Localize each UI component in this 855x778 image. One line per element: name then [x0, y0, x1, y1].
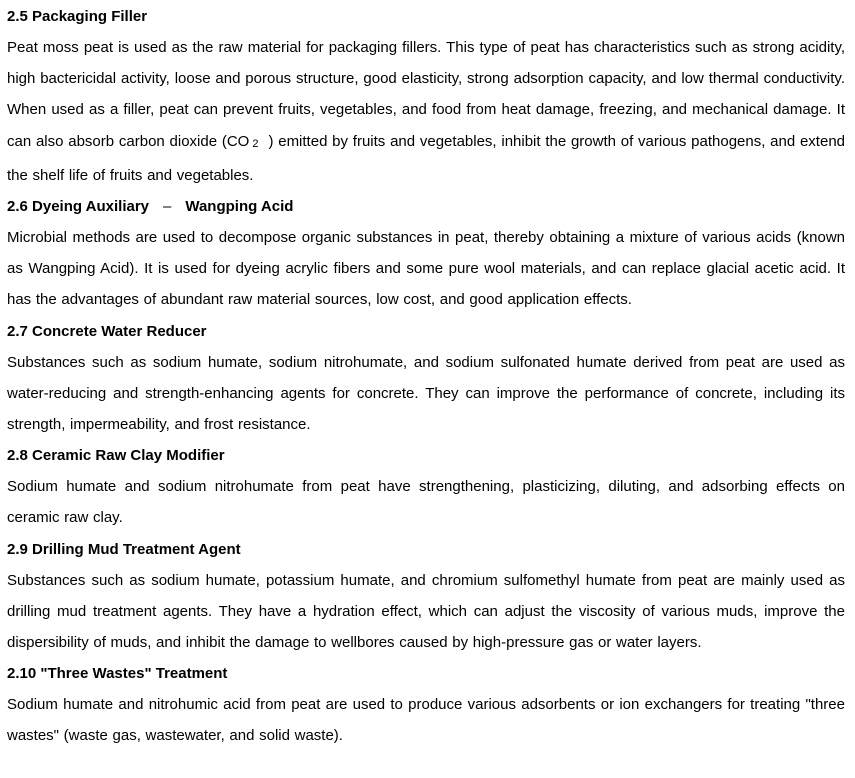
section-body-2-10: Sodium humate and nitrohumic acid from peat are used to produce various adsorbents or ion exchangers for treating "three wastes" (waste gas, wastewater, and solid waste). — [7, 696, 845, 745]
heading-main: 2.6 Dyeing Auxiliary — [7, 198, 150, 216]
section-heading-2-10: 2.10 "Three Wastes" Treatment — [7, 665, 228, 683]
heading-dash: – — [163, 198, 172, 216]
co2-subscript: 2 — [252, 137, 259, 150]
section-heading-2-7: 2.7 Concrete Water Reducer — [7, 322, 207, 340]
section-body-2-9: Substances such as sodium humate, potassium humate, and chromium sulfomethyl humate from peat are mainly used as drilling mud treatment agents. They have a hydration effect, which can adjust the viscosity of various muds, improve the dispersibility of muds, and inhibit the damage to wellbores caused by high-pressure gas or water layers. — [7, 571, 845, 652]
heading-suffix: Wangping Acid — [185, 198, 294, 216]
section-body-2-5 — [7, 32, 845, 191]
section-heading-2-8: 2.8 Ceramic Raw Clay Modifier — [7, 447, 225, 465]
body-text-part: Peat moss peat is used as the raw material for packaging fillers. This type of peat has characteristics such as strong acidity, high bactericidal activity, loose and porous structure, good elasticity, strong adsorption capacity, and low thermal conductivity. When used as a filler, peat can prevent fruits, vegetables, and food from heat damage, freezing, and mechanical damage. It can also absorb carbon dioxide (CO — [7, 39, 845, 150]
section-heading-2-5: 2.5 Packaging Filler — [7, 8, 148, 25]
body-text-part: ) emitted by fruits and vegetables, inhibit the growth of various pathogens, and extend the shelf life of fruits and vegetables. — [7, 132, 846, 184]
section-heading-2-6 — [7, 191, 845, 222]
section-body-2-7: Substances such as sodium humate, sodium nitrohumate, and sodium sulfonated humate derived from peat are used as water-reducing and strength-enhancing agents for concrete. They can improve the performance of concrete, including its strength, impermeability, and frost resistance. — [7, 353, 845, 434]
section-body-2-6: Microbial methods are used to decompose organic substances in peat, thereby obtaining a mixture of various acids (known as Wangping Acid). It is used for dyeing acrylic fibers and some pure wool materials, and can replace glacial acetic acid. It has the advantages of abundant raw material sources, low cost, and good application effects. — [7, 229, 845, 309]
section-heading-2-9: 2.9 Drilling Mud Treatment Agent — [7, 540, 241, 558]
section-body-2-8: Sodium humate and sodium nitrohumate from peat have strengthening, plasticizing, diluting, and adsorbing effects on ceramic raw clay. — [7, 478, 845, 527]
